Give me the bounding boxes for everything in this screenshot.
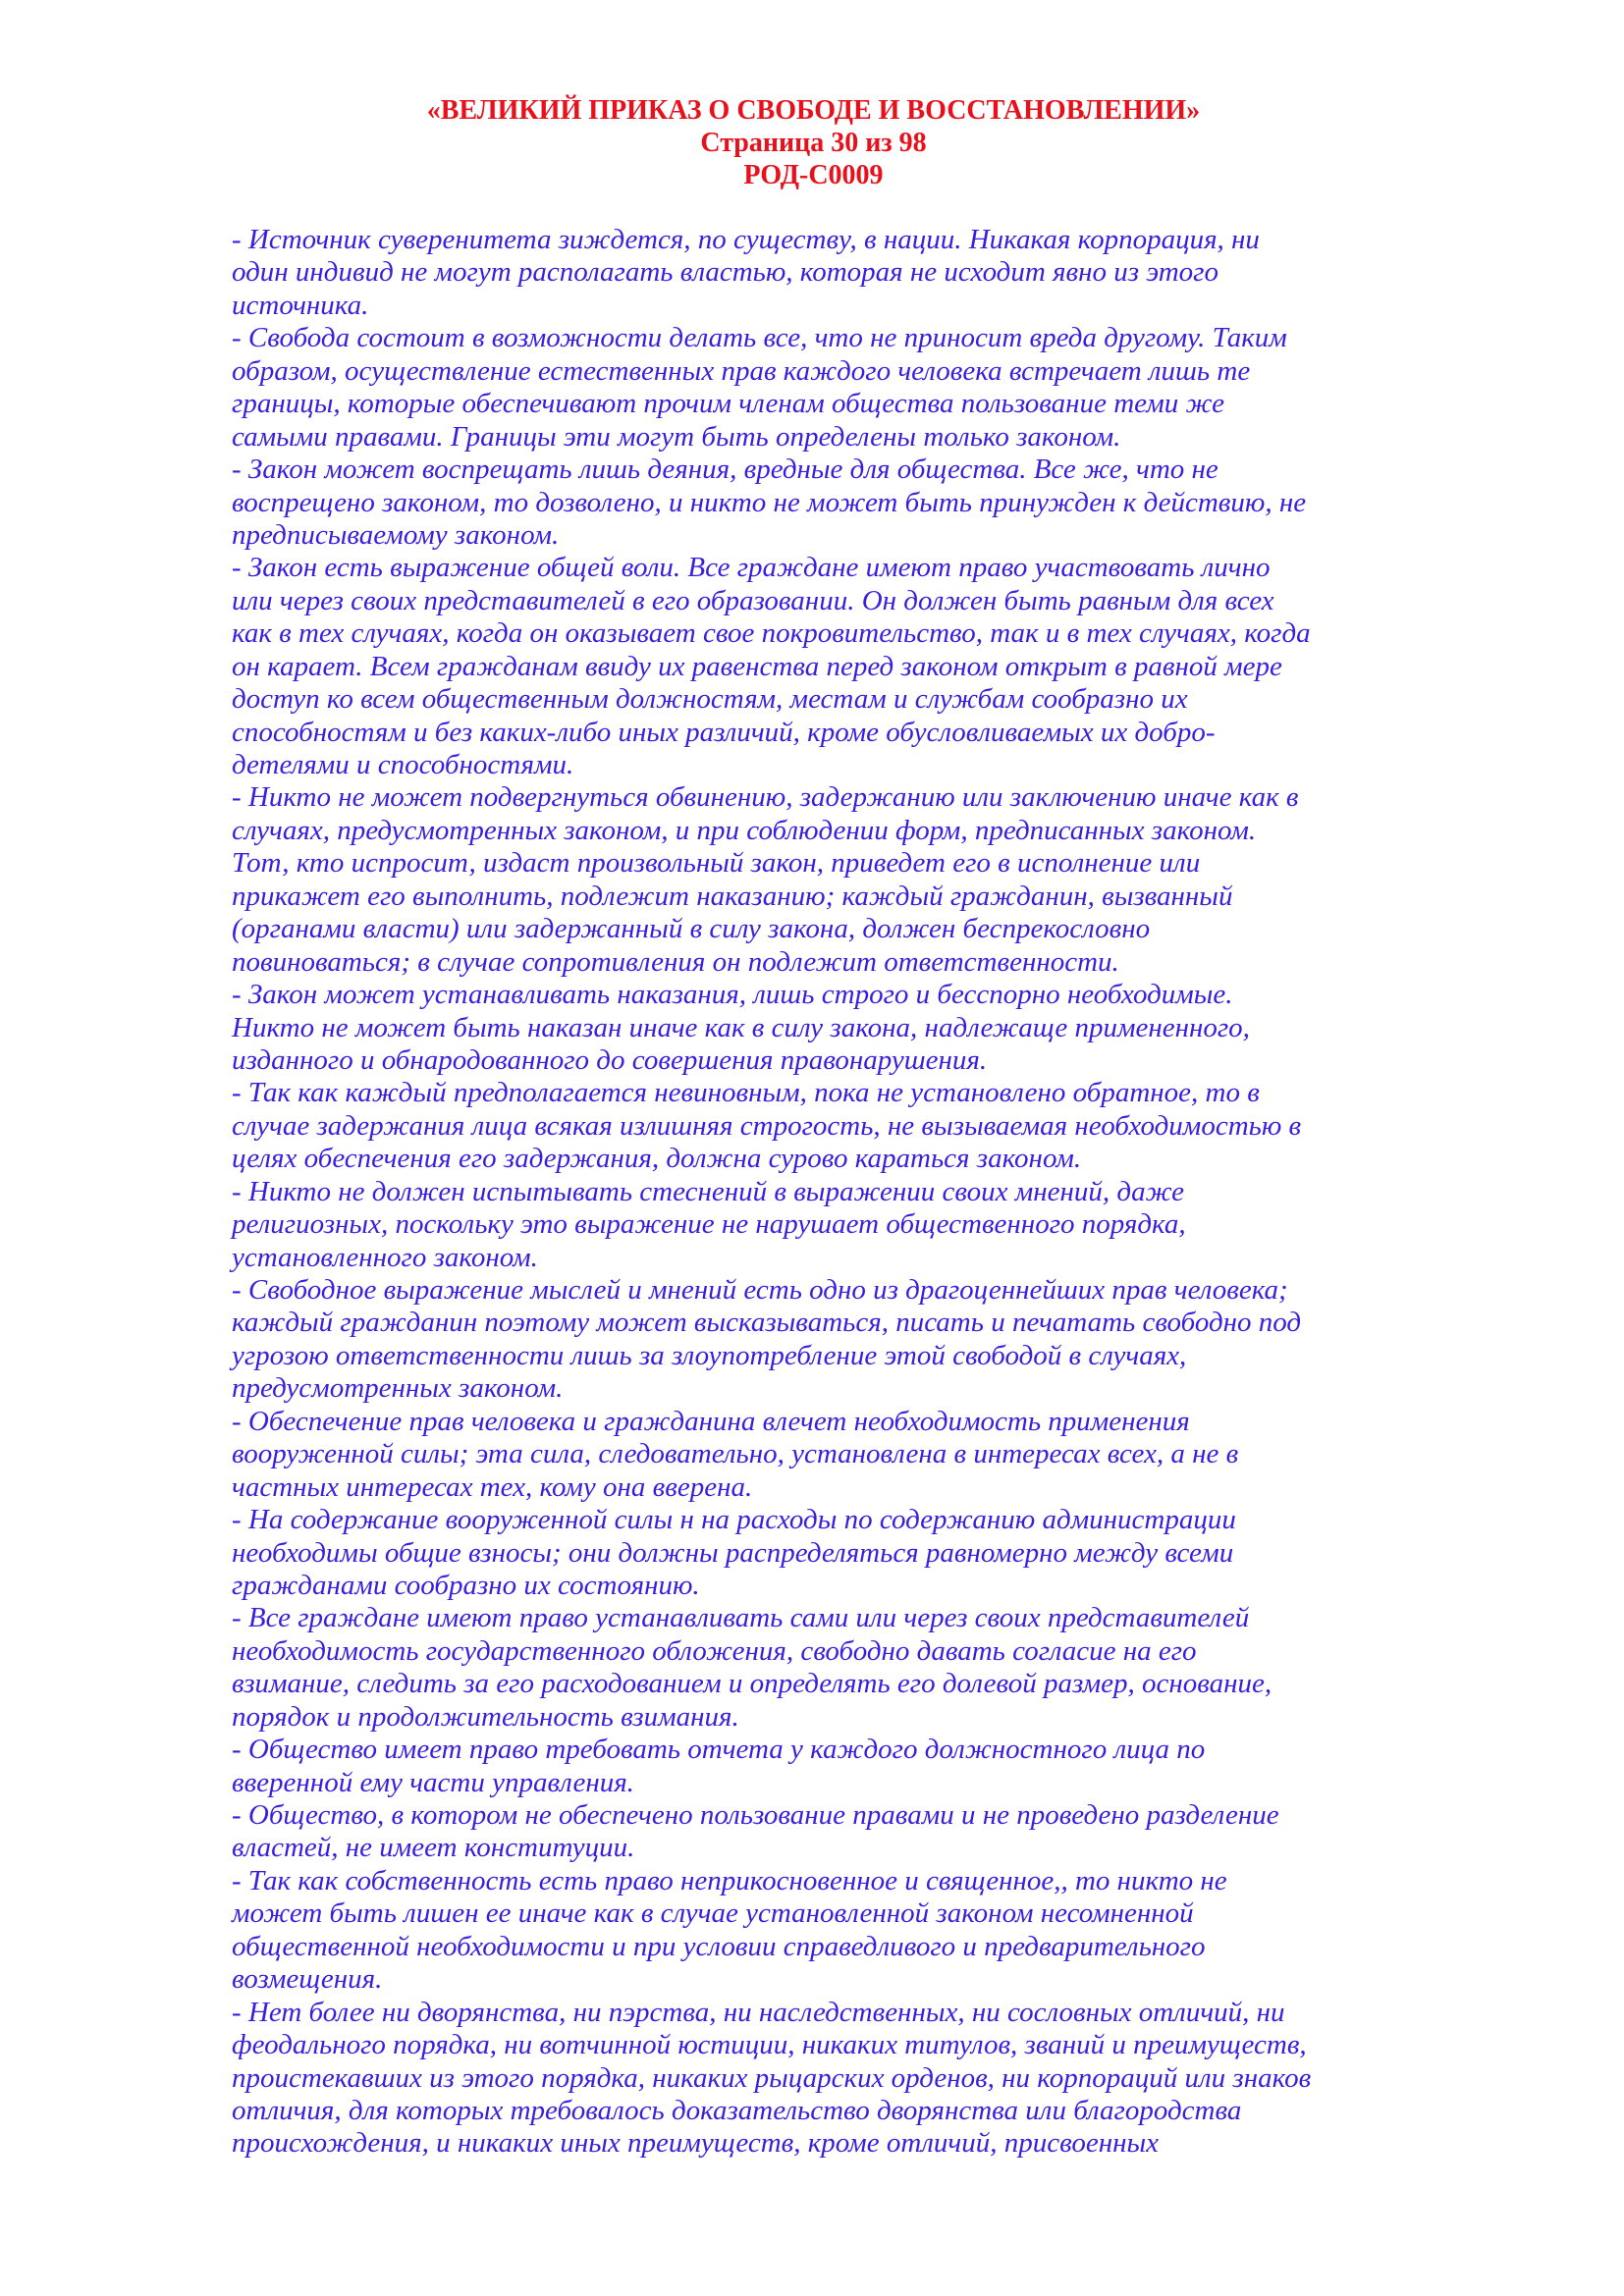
text-line: - Общество, в котором не обеспечено пользование правами и не проведено разделение — [232, 1799, 1279, 1831]
text-line: - Общество имеет право требовать отчета у каждого должностного лица по — [232, 1734, 1206, 1766]
text-line: как в тех случаях, когда он оказывает свое покровительство, так и в тех случаях, когда — [232, 617, 1311, 650]
document-code: РОД-С0009 — [743, 160, 884, 190]
text-line: властей, не имеет конституции. — [232, 1832, 635, 1864]
text-line: - Обеспечение прав человека и гражданина влечет необходимость применения — [232, 1405, 1190, 1437]
text-line: воспрещено законом, то дозволено, и никто не может быть принужден к действию, не — [232, 486, 1307, 518]
text-line: взимание, следить за его расходованием и определять его долевой размер, основание, — [232, 1668, 1272, 1700]
text-line: предусмотренных законом. — [232, 1372, 564, 1405]
text-line: источника. — [232, 289, 369, 321]
text-line: необходимы общие взносы; они должны распределяться равномерно между всеми — [232, 1536, 1234, 1569]
text-line: порядок и продолжительность взимания. — [232, 1700, 739, 1733]
text-line: способностям и без каких-либо иных различий, кроме обусловливаемых их добро- — [232, 716, 1216, 748]
text-line: - Источник суверенитета зиждется, по существу, в нации. Никакая корпорация, ни — [232, 224, 1260, 255]
text-line: границы, которые обеспечивают прочим членам общества пользование теми же — [232, 388, 1225, 420]
text-line: он карает. Всем гражданам ввиду их равенства перед законом открыт в равной мере — [232, 650, 1282, 682]
text-line: возмещения. — [232, 1963, 383, 1996]
text-line: образом, осуществление естественных прав каждого человека встречает лишь те — [232, 354, 1251, 387]
text-line: целях обеспечения его задержания, должна сурово караться законом. — [232, 1143, 1082, 1175]
text-line: (органами власти) или задержанный в силу закона, должен беспрекословно — [232, 913, 1151, 945]
text-line: отличия, для которых требовалось доказательство дворянства или благородства — [232, 2094, 1242, 2126]
text-line: необходимость государственного обложения, свободно давать согласие на его — [232, 1634, 1197, 1667]
text-line: - Закон может воспрещать лишь деяния, вредные для общества. Все же, что не — [232, 454, 1218, 486]
text-line: религиозных, поскольку это выражение не нарушает общественного порядка, — [232, 1208, 1186, 1241]
text-line: вооруженной силы; эта сила, следовательно, установлена в интересах всех, а не в — [232, 1438, 1239, 1470]
text-line: - Закон может устанавливать наказания, лишь строго и бесспорно необходимые. — [232, 979, 1233, 1011]
text-line: происхождения, и никаких иных преимуществ, кроме отличий, присвоенных — [232, 2127, 1159, 2160]
text-line: - Нет более ни дворянства, ни пэрства, ни наследственных, ни сословных отличий, ни — [232, 1996, 1285, 2028]
text-line: - Никто не может подвергнуться обвинению, задержанию или заключению иначе как в — [232, 781, 1299, 814]
text-line: один индивид не могут располагать властью, которая не исходит явно из этого — [232, 256, 1218, 289]
text-line: вверенной ему части управления. — [232, 1766, 634, 1798]
text-line: - Так как собственность есть право неприкосновенное и священное,, то никто не — [232, 1864, 1227, 1896]
text-line: угрозою ответственности лишь за злоупотребление этой свободой в случаях, — [232, 1339, 1187, 1371]
text-line: - Свободное выражение мыслей и мнений есть одно из драгоценнейших прав человека; — [232, 1274, 1288, 1306]
text-line: Тот, кто испросит, издаст произвольный закон, приведет его в исполнение или — [232, 847, 1201, 880]
text-line: - Свобода состоит в возможности делать все, что не приносит вреда другому. Таким — [232, 322, 1287, 354]
text-line: - Никто не должен испытывать стеснений в выражении своих мнений, даже — [232, 1175, 1185, 1207]
text-line: частных интересах тех, кому она вверена. — [232, 1470, 753, 1503]
text-line: феодального порядка, ни вотчинной юстиции, никаких титулов, званий и преимуществ, — [232, 2029, 1307, 2061]
text-line: может быть лишен ее иначе как в случае установленной законом несомненной — [232, 1897, 1194, 1930]
text-line: доступ ко всем общественным должностям, местам и службам сообразно их — [232, 683, 1188, 716]
text-line: детелями и способностями. — [232, 749, 574, 780]
text-line: предписываемому законом. — [232, 518, 560, 551]
text-line: случае задержания лица всякая излишняя строгость, не вызываемая необходимостью в — [232, 1109, 1302, 1142]
text-line: - Все граждане имеют право устанавливать сами или через своих представителей — [232, 1602, 1250, 1634]
text-line: самыми правами. Границы эти могут быть определены только законом. — [232, 420, 1121, 453]
text-line: - Закон есть выражение общей воли. Все граждане имеют право участвовать лично — [232, 552, 1271, 584]
text-line: изданного и обнародованного до совершения правонарушения. — [232, 1043, 988, 1076]
page-counter: Страница 30 из 98 — [700, 128, 927, 158]
text-line: случаях, предусмотренных законом, и при соблюдении форм, предписанных законом. — [232, 814, 1257, 846]
text-line: установленного законом. — [232, 1241, 538, 1273]
text-line: - Так как каждый предполагается невиновным, пока не установлено обратное, то в — [232, 1077, 1260, 1109]
text-line: каждый гражданин поэтому может высказываться, писать и печатать свободно под — [232, 1307, 1302, 1339]
text-line: - На содержание вооруженной силы н на расходы по содержанию администрации — [232, 1504, 1236, 1536]
text-line: повиноваться; в случае сопротивления он подлежит ответственности. — [232, 945, 1119, 978]
text-line: Никто не может быть наказан иначе как в силу закона, надлежаще примененного, — [232, 1011, 1250, 1043]
text-line: гражданами сообразно их состоянию. — [232, 1569, 700, 1601]
document-body — [232, 224, 1508, 2161]
text-line: общественной необходимости и при условии справедливого и предварительного — [232, 1930, 1206, 1962]
text-line: или через своих представителей в его образовании. Он должен быть равным для всех — [232, 584, 1274, 616]
document-header — [232, 94, 1395, 191]
text-line: проистекавших из этого порядка, никаких рыцарских орденов, ни корпораций или знаков — [232, 2061, 1312, 2094]
text-line: прикажет его выполнить, подлежит наказанию; каждый гражданин, вызванный — [232, 880, 1233, 912]
document-title: «ВЕЛИКИЙ ПРИКАЗ О СВОБОДЕ И ВОССТАНОВЛЕНИИ» — [426, 95, 1201, 126]
